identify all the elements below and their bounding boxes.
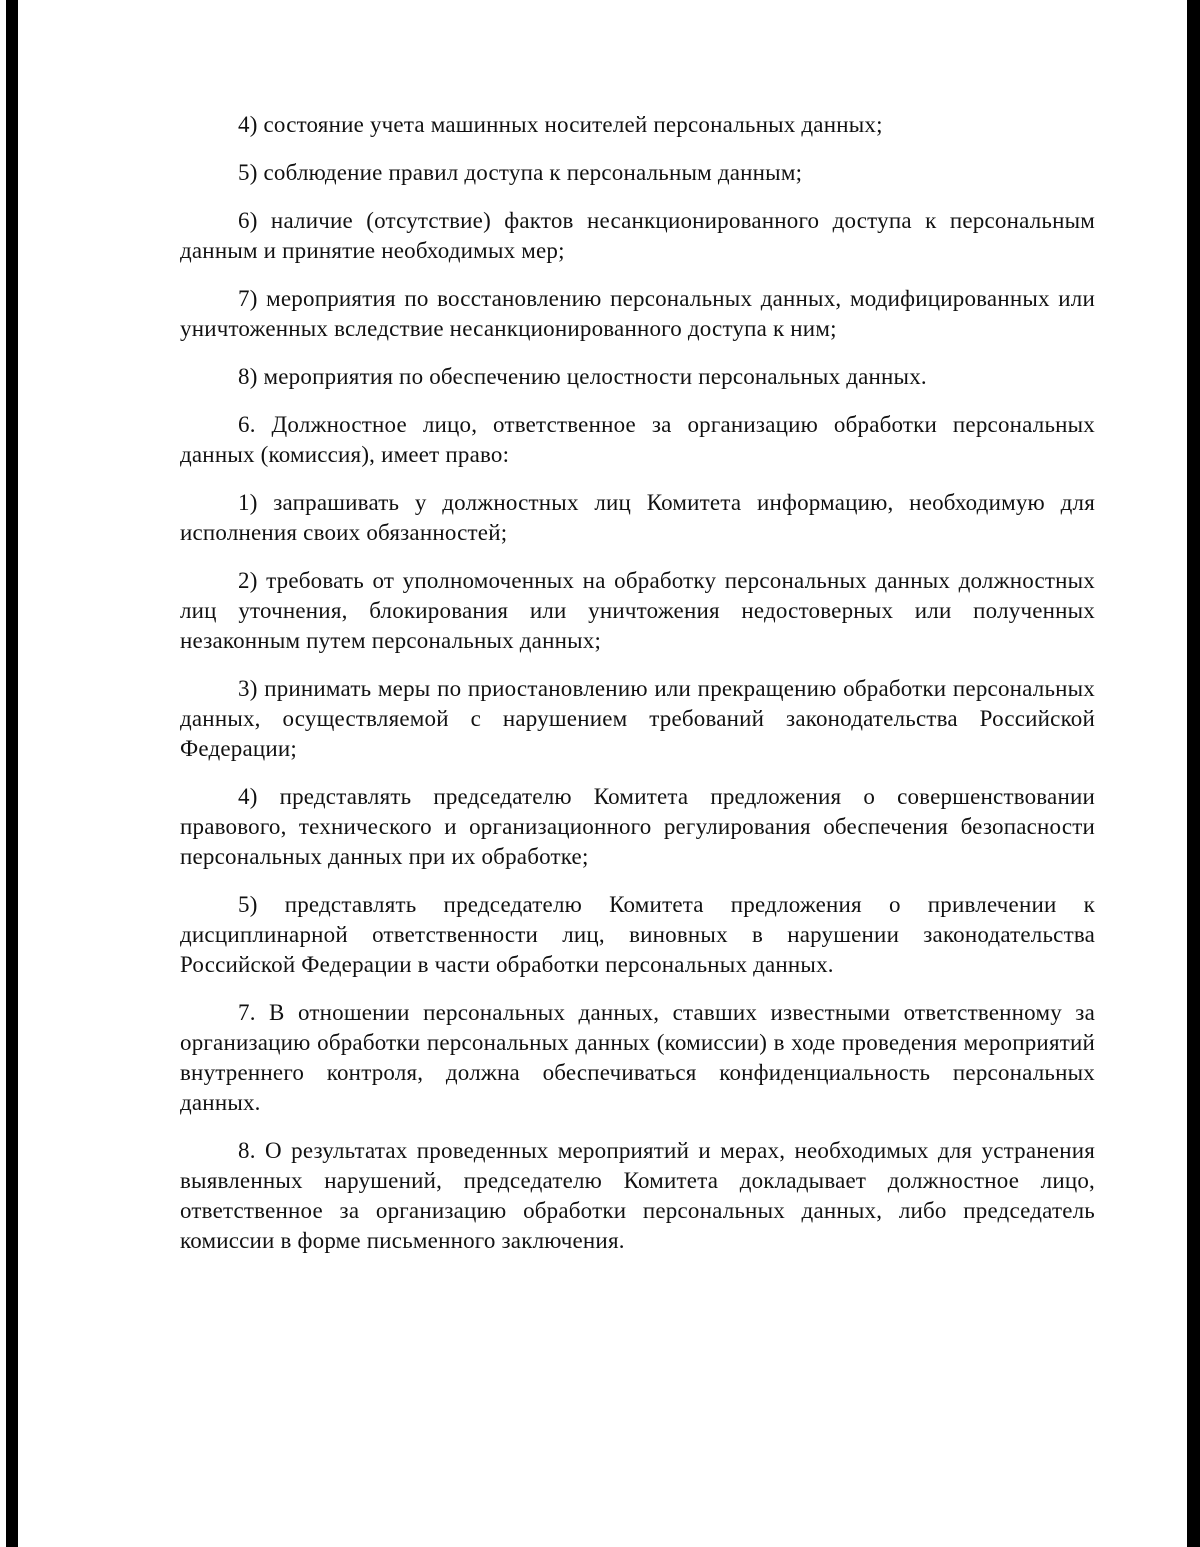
paragraph-section-7: 7. В отношении персональных данных, ставших известными ответственному за организацию обработки персональных данных (комиссии) в ходе проведения мероприятий внутреннего контроля, должна обеспечиваться конфиденциальность персональных данных. [180,1000,1095,1115]
paragraph-item-8: 8) мероприятия по обеспечению целостности персональных данных. [238,364,927,389]
paragraph-right-2: 2) требовать от уполномоченных на обработку персональных данных должностных лиц уточнения, блокирования или уничтожения недостоверных или полученных незаконным путем персональных данных; [180,568,1095,653]
paragraph-right-3: 3) принимать меры по приостановлению или прекращению обработки персональных данных, осуществляемой с нарушением требований законодательства Российской Федерации; [180,676,1095,761]
scan-edge-right [1187,0,1200,1547]
paragraph-section-6: 6. Должностное лицо, ответственное за организацию обработки персональных данных (комиссия), имеет право: [180,412,1095,467]
document-page [180,110,1095,1274]
paragraph-item-5: 5) соблюдение правил доступа к персональным данным; [238,160,803,185]
paragraph-right-1: 1) запрашивать у должностных лиц Комитета информацию, необходимую для исполнения своих обязанностей; [180,490,1095,545]
scan-edge-left [6,0,18,1547]
paragraph-item-4: 4) состояние учета машинных носителей персональных данных; [238,112,883,137]
paragraph-item-7: 7) мероприятия по восстановлению персональных данных, модифицированных или уничтоженных вследствие несанкционированного доступа к ним; [180,286,1095,341]
paragraph-item-6: 6) наличие (отсутствие) фактов несанкционированного доступа к персональным данным и принятие необходимых мер; [180,208,1095,263]
paragraph-section-8: 8. О результатах проведенных мероприятий и мерах, необходимых для устранения выявленных нарушений, председателю Комитета докладывает должностное лицо, ответственное за организацию обработки персональных данных, либо председатель комиссии в форме письменного заключения. [180,1138,1095,1253]
paragraph-right-4: 4) представлять председателю Комитета предложения о совершенствовании правового, технического и организационного регулирования обеспечения безопасности персональных данных при их обработке; [180,784,1095,869]
paragraph-right-5: 5) представлять председателю Комитета предложения о привлечении к дисциплинарной ответственности лиц, виновных в нарушении законодательства Российской Федерации в части обработки персональных данных. [180,892,1095,977]
